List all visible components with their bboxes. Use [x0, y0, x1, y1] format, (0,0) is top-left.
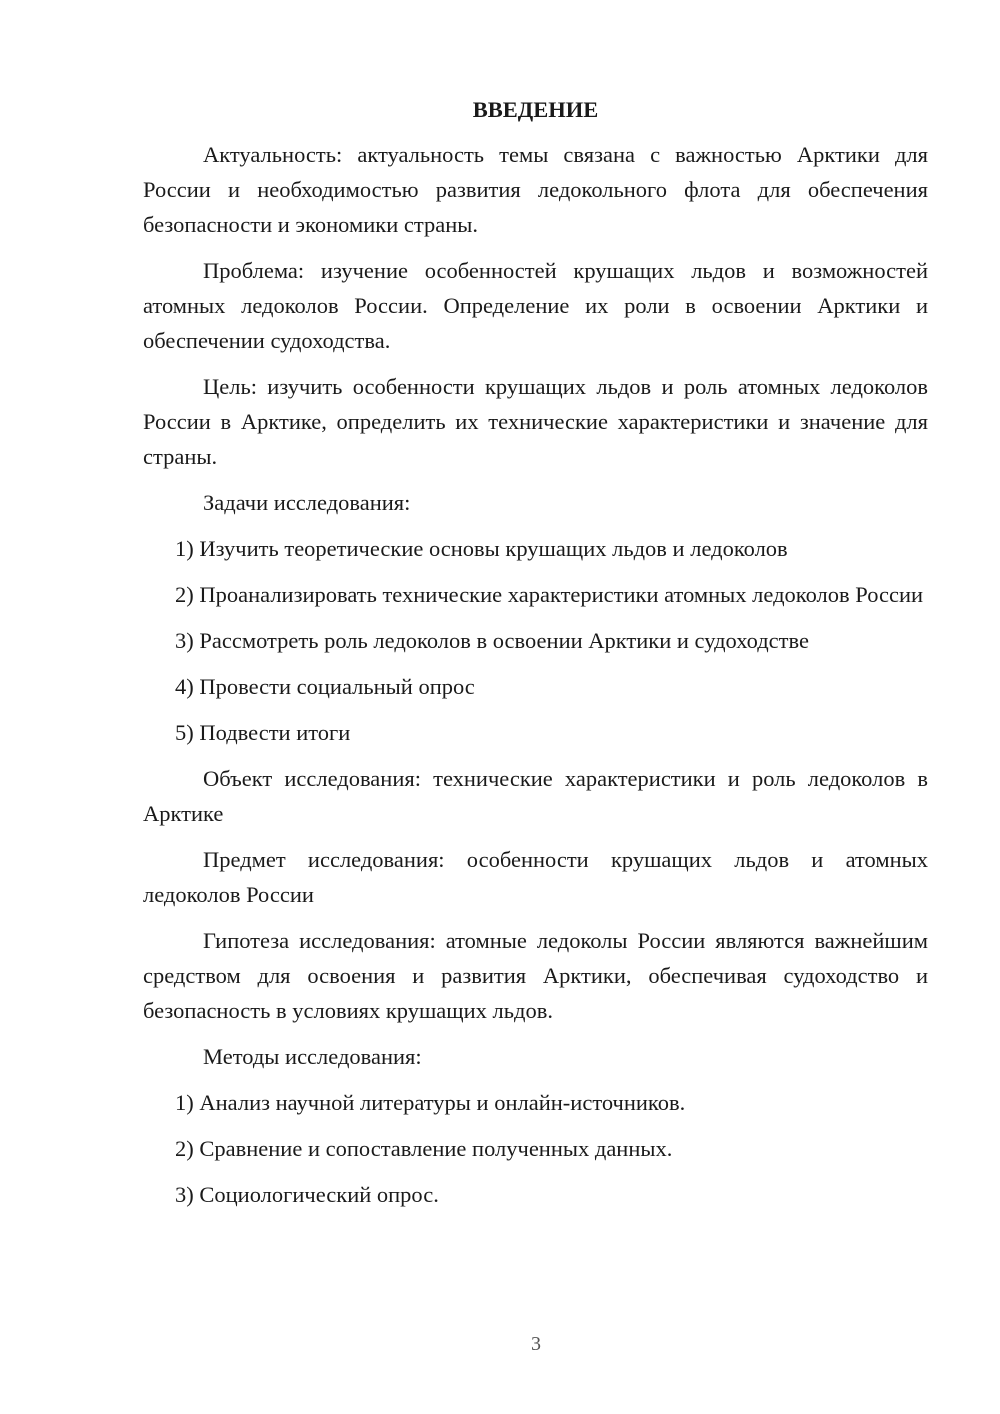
- goal-paragraph: Цель: изучить особенности крушащих льдов и роль атомных ледоколов России в Арктике, определить их технические характеристики и значение для страны.: [143, 374, 928, 469]
- list-item: 1) Изучить теоретические основы крушащих льдов и ледоколов: [175, 536, 788, 561]
- problem-paragraph: Проблема: изучение особенностей крушащих льдов и возможностей атомных ледоколов России. Определение их роли в освоении Арктики и обеспечении судоходства.: [143, 258, 928, 353]
- list-item: 5) Подвести итоги: [175, 720, 351, 745]
- list-item: 1) Анализ научной литературы и онлайн-источников.: [175, 1090, 686, 1115]
- relevance-paragraph: Актуальность: актуальность темы связана с важностью Арктики для России и необходимостью развития ледокольного флота для обеспечения безопасности и экономики страны.: [143, 142, 928, 237]
- list-item: 4) Провести социальный опрос: [175, 674, 475, 699]
- list-item: 2) Сравнение и сопоставление полученных данных.: [175, 1136, 673, 1161]
- document-page: [143, 92, 928, 1223]
- subject-paragraph: Предмет исследования: особенности крушащих льдов и атомных ледоколов России: [143, 847, 928, 907]
- section-title: ВВЕДЕНИЕ: [472, 97, 599, 122]
- object-paragraph: Объект исследования: технические характеристики и роль ледоколов в Арктике: [143, 766, 928, 826]
- list-item: 3) Социологический опрос.: [175, 1182, 439, 1207]
- methods-heading: Методы исследования:: [203, 1044, 422, 1069]
- tasks-heading: Задачи исследования:: [203, 490, 411, 515]
- list-item: 3) Рассмотреть роль ледоколов в освоении Арктики и судоходстве: [175, 628, 809, 653]
- methods-list: [143, 1085, 928, 1212]
- list-item: 2) Проанализировать технические характеристики атомных ледоколов России: [175, 582, 924, 607]
- hypothesis-paragraph: Гипотеза исследования: атомные ледоколы России являются важнейшим средством для освоения и развития Арктики, обеспечивая судоходство и безопасность в условиях крушащих льдов.: [143, 928, 928, 1023]
- tasks-list: [143, 531, 928, 750]
- page-number: 3: [531, 1333, 541, 1355]
